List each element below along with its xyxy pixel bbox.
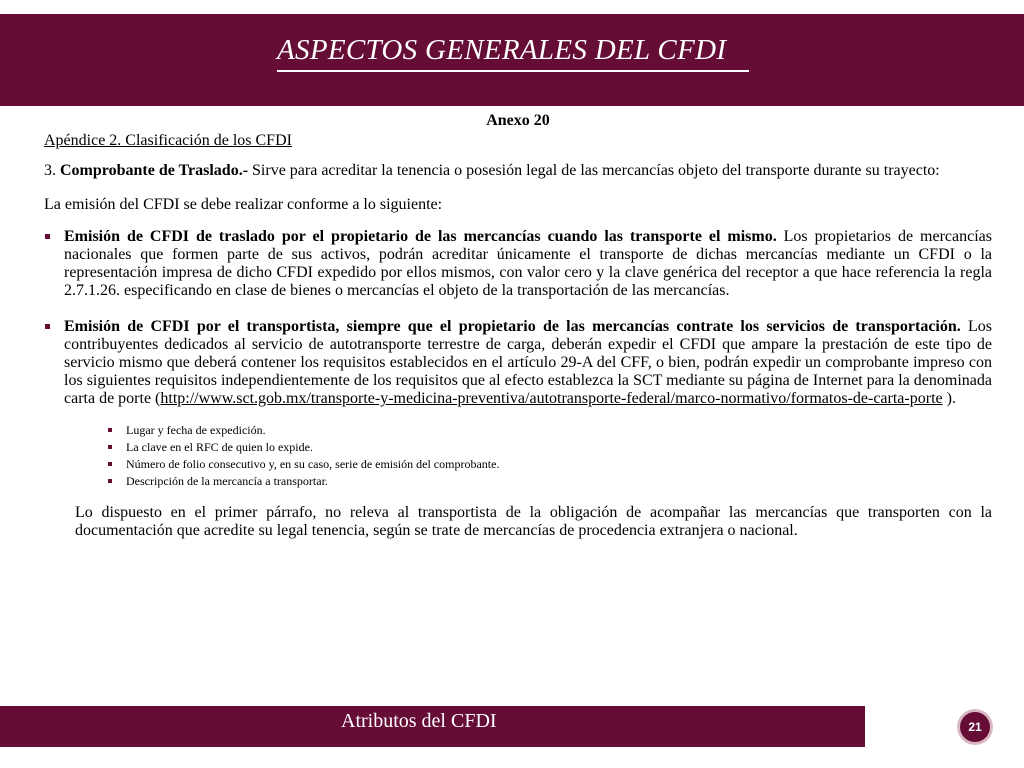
square-bullet-icon [108, 445, 112, 449]
square-bullet-icon [45, 234, 50, 239]
requirement-text: Lugar y fecha de expedición. [126, 423, 266, 437]
square-bullet-icon [45, 324, 50, 329]
bullet1-text: Los propietarios de mercancías nacionales que formen parte de sus activos, podrán acreditar únicamente el transporte de dichas mercancías mediante un CFDI o la representación impresa de dicho CFDI expedido por ellos mismos, con valor cero y la clave genérica del receptor a que hace referencia la regla 2.7.1.26. especificando en clase de bienes o mercancías el objeto de la transportación de las mercancías. [64, 228, 992, 299]
title-underline [277, 70, 749, 72]
list-item [106, 439, 992, 456]
intro-bold: Comprobante de Traslado.- [60, 162, 249, 179]
slide-content [44, 112, 992, 540]
page-number-badge: 21 [960, 712, 990, 742]
footer-bar [0, 706, 865, 747]
list-item [106, 473, 992, 490]
list-item [106, 422, 992, 439]
square-bullet-icon [108, 479, 112, 483]
square-bullet-icon [108, 428, 112, 432]
bullet2-end: ). [942, 390, 956, 407]
emission-paragraph: La emisión del CFDI se debe realizar conforme a lo siguiente: [44, 196, 443, 213]
annex-heading: Anexo 20 [486, 112, 550, 129]
sct-link[interactable]: http://www.sct.gob.mx/transporte-y-medicina-preventiva/autotransporte-federal/marco-normativo/formatos-de-carta-porte [160, 390, 943, 407]
bullet2-bold: Emisión de CFDI por el transportista, siempre que el propietario de las mercancías contrate los servicios de transportación. [64, 318, 961, 335]
intro-text: Sirve para acreditar la tenencia o posesión legal de las mercancías objeto del transporte durante su trayecto: [248, 162, 940, 179]
requirements-list [106, 422, 992, 490]
footer-title: Atributos del CFDI [341, 710, 497, 732]
intro-number: 3. [44, 162, 60, 179]
intro-paragraph [44, 162, 992, 180]
requirement-text: Descripción de la mercancía a transportar. [126, 474, 328, 488]
list-item [44, 228, 992, 300]
bullet2-text: Los contribuyentes dedicados al servicio de autotransporte terrestre de carga, deberán expedir el CFDI que ampare la prestación de este tipo de servicio mismo que deberá contener los requisitos establecidos en el artículo 29-A del CFF, o bien, podrán expedir un comprobante impreso con los siguientes requisitos independientemente de los requisitos que al efecto establezca la SCT mediante su página de Internet para la denominada carta de porte ( [64, 318, 992, 407]
list-item [106, 456, 992, 473]
bullet1-bold: Emisión de CFDI de traslado por el propietario de las mercancías cuando las transporte el mismo. [64, 228, 777, 245]
bullet-list [44, 228, 992, 408]
list-item [44, 318, 992, 408]
requirement-text: La clave en el RFC de quien lo expide. [126, 440, 313, 454]
appendix-heading: Apéndice 2. Clasificación de los CFDI [44, 132, 292, 149]
requirement-text: Número de folio consecutivo y, en su caso, serie de emisión del comprobante. [126, 457, 500, 471]
slide-title: ASPECTOS GENERALES DEL CFDI [277, 34, 727, 66]
final-paragraph: Lo dispuesto en el primer párrafo, no releva al transportista de la obligación de acompañar las mercancías que transporten con la documentación que acredite su legal tenencia, según se trate de mercancías de procedencia extranjera o nacional. [75, 504, 992, 539]
square-bullet-icon [108, 462, 112, 466]
